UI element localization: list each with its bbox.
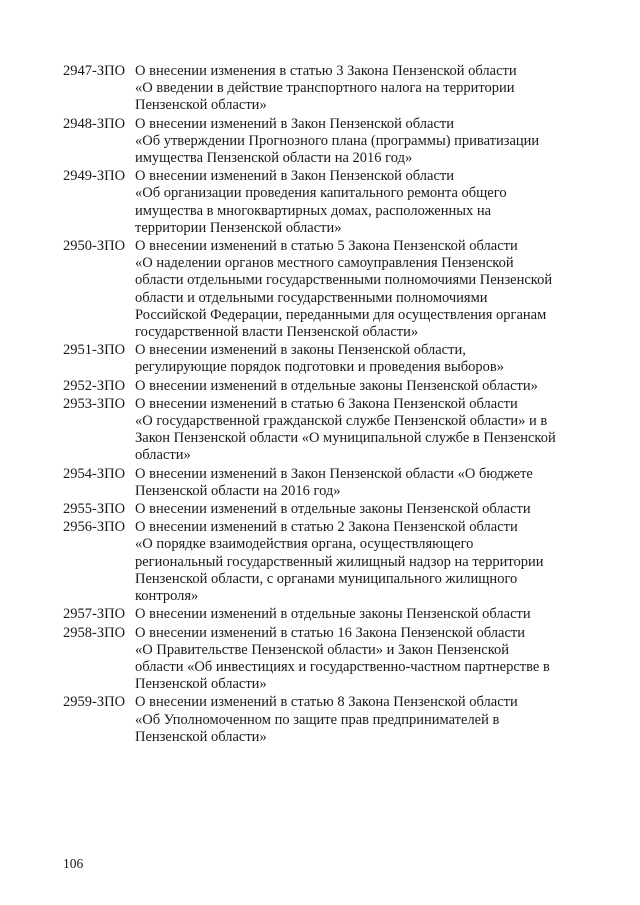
law-title-line: О внесении изменений в Закон Пензенской области «О бюджете: [135, 465, 533, 482]
law-number: 2952-ЗПО: [63, 377, 126, 394]
law-title-line: О внесении изменений в статью 5 Закона Пензенской области: [135, 238, 518, 255]
law-title-line: «О Правительстве Пензенской области» и Закон Пензенской: [135, 641, 510, 658]
law-title-line: Пензенской области на 2016 год»: [135, 482, 341, 499]
law-title-line: «О наделении органов местного самоуправления Пензенской: [135, 255, 514, 272]
law-entry: [63, 519, 583, 605]
law-entry: [63, 501, 583, 518]
law-title: [135, 378, 583, 395]
law-title-line: О внесении изменений в Закон Пензенской области: [135, 115, 454, 132]
law-title-line: «Об Уполномоченном по защите прав предпринимателей в: [135, 711, 500, 728]
law-entry: [63, 606, 583, 623]
law-entry: [63, 378, 583, 395]
law-title-line: имущества Пензенской области на 2016 год»: [135, 150, 413, 167]
law-title-line: «Об утверждении Прогнозного плана (программы) приватизации: [135, 132, 540, 149]
law-number: 2959-ЗПО: [63, 694, 126, 711]
law-title: [135, 63, 583, 115]
law-title-line: О внесении изменений в отдельные законы Пензенской области»: [135, 377, 538, 394]
law-title-line: О внесении изменений в Закон Пензенской области: [135, 168, 454, 185]
law-entry: [63, 694, 583, 746]
law-title-line: «О порядке взаимодействия органа, осуществляющего: [135, 536, 474, 553]
law-title-line: Закон Пензенской области «О муниципальной службе в Пензенской: [135, 430, 556, 447]
law-title: [135, 625, 583, 694]
law-title: [135, 116, 583, 168]
law-title-line: области «Об инвестициях и государственно-частном партнерстве в: [135, 658, 550, 675]
law-title-line: государственной власти Пензенской области»: [135, 324, 419, 341]
law-title: [135, 396, 583, 465]
law-title-line: Пензенской области, с органами муниципального жилищного: [135, 570, 518, 587]
law-entry: [63, 396, 583, 465]
law-title: [135, 168, 583, 237]
law-title-line: О внесении изменения в статью 3 Закона Пензенской области: [135, 63, 517, 79]
law-title-line: «О государственной гражданской службе Пензенской области» и в: [135, 413, 548, 430]
law-title-line: О внесении изменений в статью 8 Закона Пензенской области: [135, 694, 518, 711]
law-entry: [63, 342, 583, 376]
law-number: 2948-ЗПО: [63, 115, 126, 132]
law-number: 2956-ЗПО: [63, 519, 126, 536]
law-title-line: О внесении изменений в статью 2 Закона Пензенской области: [135, 519, 518, 536]
law-title-line: имущества в многоквартирных домах, расположенных на: [135, 202, 492, 219]
law-title-line: О внесении изменений в статью 6 Закона Пензенской области: [135, 395, 518, 412]
law-number: 2953-ЗПО: [63, 395, 126, 412]
law-title: [135, 519, 583, 605]
law-title-line: региональный государственный жилищный надзор на территории: [135, 553, 544, 570]
law-entry: [63, 238, 583, 341]
law-number: 2958-ЗПО: [63, 624, 126, 641]
law-title-line: Российской Федерации, переданными для осуществления органам: [135, 306, 547, 323]
law-title-line: контроля»: [135, 588, 199, 605]
law-title: [135, 238, 583, 341]
law-title-line: регулирующие порядок подготовки и проведения выборов»: [135, 359, 504, 376]
law-number: 2957-ЗПО: [63, 606, 126, 623]
law-number: 2955-ЗПО: [63, 501, 126, 518]
law-title-line: О внесении изменений в статью 16 Закона Пензенской области: [135, 624, 525, 641]
law-title-line: Пензенской области»: [135, 97, 267, 114]
law-number: 2949-ЗПО: [63, 168, 126, 185]
law-title-line: Пензенской области»: [135, 676, 267, 693]
law-title-line: О внесении изменений в отдельные законы Пензенской области: [135, 501, 531, 518]
law-title-line: области»: [135, 447, 191, 464]
law-number: 2950-ЗПО: [63, 238, 126, 255]
law-number: 2954-ЗПО: [63, 465, 126, 482]
law-title: [135, 501, 583, 518]
law-entry: [63, 168, 583, 237]
law-title-line: О внесении изменений в отдельные законы Пензенской области: [135, 606, 531, 623]
law-title: [135, 342, 583, 376]
law-title-line: Пензенской области»: [135, 728, 267, 745]
law-list: [63, 63, 583, 747]
law-entry: [63, 63, 583, 115]
law-title-line: области отдельными государственными полномочиями Пензенской: [135, 272, 553, 289]
law-title-line: «Об организации проведения капитального ремонта общего: [135, 185, 507, 202]
law-title-line: О внесении изменений в законы Пензенской области,: [135, 342, 466, 359]
law-title-line: территории Пензенской области»: [135, 219, 342, 236]
law-title-line: области и отдельными государственными полномочиями: [135, 289, 488, 306]
law-entry: [63, 466, 583, 500]
law-number: 2951-ЗПО: [63, 342, 126, 359]
law-title: [135, 606, 583, 623]
law-title: [135, 466, 583, 500]
law-entry: [63, 116, 583, 168]
law-title-line: «О введении в действие транспортного налога на территории: [135, 80, 515, 97]
page-number: 106: [63, 856, 84, 871]
law-number: 2947-ЗПО: [63, 63, 126, 79]
law-title: [135, 694, 583, 746]
law-entry: [63, 625, 583, 694]
